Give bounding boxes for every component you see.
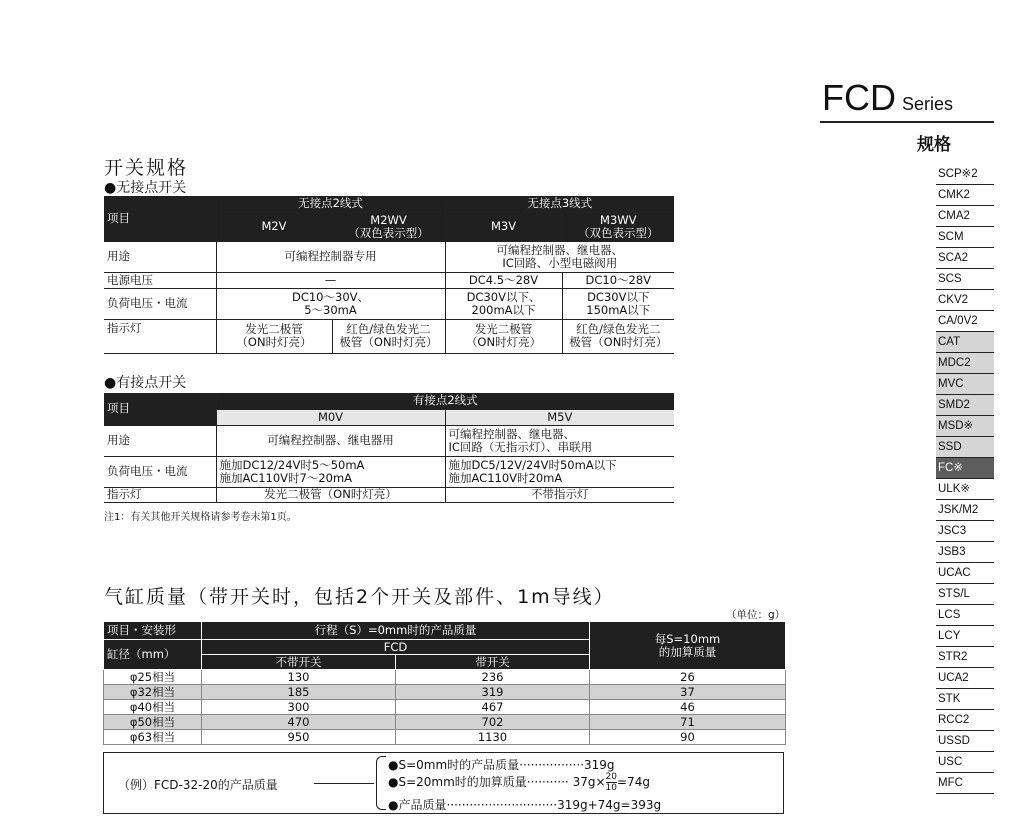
sidebar-item[interactable]: CMK2 xyxy=(936,185,994,206)
mass-title: 气缸质量（带开关时，包括2个开关及部件、1m导线） xyxy=(104,586,615,608)
contactless-switch-table xyxy=(104,196,674,354)
sidebar-item[interactable]: STR2 xyxy=(936,647,994,668)
sidebar-item-active[interactable]: FC※ xyxy=(936,458,994,479)
power-m3v: DC4.5～28V xyxy=(445,272,562,288)
header-item: 项目 xyxy=(104,393,216,425)
footnote: 注1：有关其他开关规格请参考卷末第1页。 xyxy=(104,512,297,523)
header-item-mount: 项目・安装形 xyxy=(104,622,202,640)
sidebar-item[interactable]: JSB3 xyxy=(936,542,994,563)
mass-add: 37 xyxy=(590,685,786,700)
mass-with-switch: 467 xyxy=(396,700,590,715)
header-no-switch: 不带开关 xyxy=(202,655,396,670)
row-label-load: 负荷电压・电流 xyxy=(104,288,216,319)
sidebar-item[interactable]: SCA2 xyxy=(936,248,994,269)
mass-table xyxy=(103,621,786,745)
switch-spec-title: 开关规格 xyxy=(104,157,189,179)
mass-with-switch: 702 xyxy=(396,715,590,730)
row-label-use: 用途 xyxy=(104,425,216,456)
header-group-contact: 有接点2线式 xyxy=(216,393,674,409)
sidebar-item[interactable]: CAT xyxy=(936,332,994,353)
sidebar-item[interactable]: RCC2 xyxy=(936,710,994,731)
row-label-indicator: 指示灯 xyxy=(104,487,216,502)
table-row xyxy=(104,730,786,745)
mass-no-switch: 130 xyxy=(202,670,396,685)
mass-with-switch: 236 xyxy=(396,670,590,685)
table-row xyxy=(104,700,786,715)
sidebar-nav xyxy=(936,164,994,794)
load-m0v: 施加DC12/24V时5～50mA 施加AC110V时7～20mA xyxy=(216,456,445,487)
indicator-m2wv: 红色/绿色发光二 极管（ON时灯亮） xyxy=(332,319,445,353)
mass-no-switch: 950 xyxy=(202,730,396,745)
example-brace xyxy=(376,756,386,810)
indicator-m3v: 发光二极管 （ON时灯亮） xyxy=(445,319,562,353)
header-with-switch: 带开关 xyxy=(396,655,590,670)
table-row xyxy=(104,670,786,685)
sidebar-item[interactable]: CKV2 xyxy=(936,290,994,311)
sidebar-item[interactable]: CMA2 xyxy=(936,206,994,227)
indicator-m0v: 发光二极管（ON时灯亮） xyxy=(216,487,445,502)
bore-cell: φ32相当 xyxy=(104,685,202,700)
indicator-m5v: 不带指示灯 xyxy=(445,487,674,502)
example-label: （例）FCD-32-20的产品质量 xyxy=(118,778,278,792)
mass-add: 26 xyxy=(590,670,786,685)
mass-no-switch: 470 xyxy=(202,715,396,730)
sidebar-item[interactable]: STK xyxy=(936,689,994,710)
model-m3v: M3V xyxy=(445,212,562,241)
sidebar-item[interactable]: CA/0V2 xyxy=(936,311,994,332)
series-name: FCD xyxy=(822,77,896,118)
header-fcd: FCD xyxy=(202,640,590,655)
load-m5v: 施加DC5/12V/24V时50mA以下 施加AC110V时20mA xyxy=(445,456,674,487)
mass-add: 71 xyxy=(590,715,786,730)
model-m2v: M2V xyxy=(216,212,332,241)
header-bore: 缸径（mm） xyxy=(104,640,202,670)
sidebar-item[interactable]: USSD xyxy=(936,731,994,752)
row-label-use: 用途 xyxy=(104,241,216,272)
header-divider xyxy=(820,121,994,123)
example-line-3: ●产品质量·····························319g+74g=393g xyxy=(388,798,662,812)
header-group-3wire: 无接点3线式 xyxy=(445,196,674,212)
contactless-switch-title: ●无接点开关 xyxy=(104,180,187,196)
power-m3wv: DC10～28V xyxy=(562,272,674,288)
sidebar-item[interactable]: JSC3 xyxy=(936,521,994,542)
use-m5v: 可编程控制器、继电器、 IC回路（无指示灯）、串联用 xyxy=(445,425,674,456)
sidebar-item[interactable]: SSD xyxy=(936,437,994,458)
unit-label: （单位：g） xyxy=(726,609,786,621)
mass-with-switch: 319 xyxy=(396,685,590,700)
sidebar-item[interactable]: MFC xyxy=(936,773,994,794)
use-2wire: 可编程控制器专用 xyxy=(216,241,445,272)
sidebar-item[interactable]: SCS xyxy=(936,269,994,290)
sidebar-item[interactable]: MVC xyxy=(936,374,994,395)
sidebar-item[interactable]: STS/L xyxy=(936,584,994,605)
example-leader-line xyxy=(314,783,374,784)
mass-add: 90 xyxy=(590,730,786,745)
sidebar-item[interactable]: LCY xyxy=(936,626,994,647)
sidebar-item[interactable]: MSD※ xyxy=(936,416,994,437)
table-row xyxy=(104,715,786,730)
sidebar-item[interactable]: SMD2 xyxy=(936,395,994,416)
mass-with-switch: 1130 xyxy=(396,730,590,745)
sidebar-item[interactable]: JSK/M2 xyxy=(936,500,994,521)
use-m0v: 可编程控制器、继电器用 xyxy=(216,425,445,456)
mass-no-switch: 300 xyxy=(202,700,396,715)
bore-cell: φ40相当 xyxy=(104,700,202,715)
contact-switch-table xyxy=(104,393,674,503)
sidebar-item[interactable]: USC xyxy=(936,752,994,773)
load-2wire: DC10～30V、 5～30mA xyxy=(216,288,445,319)
model-m5v: M5V xyxy=(445,409,674,425)
load-m3v: DC30V以下、 200mA以下 xyxy=(445,288,562,319)
model-m0v: M0V xyxy=(216,409,445,425)
model-m3wv: M3WV （双色表示型） xyxy=(562,212,674,241)
row-label-indicator: 指示灯 xyxy=(104,319,216,353)
indicator-m2v: 发光二极管 （ON时灯亮） xyxy=(216,319,332,353)
sidebar-item[interactable]: UCAC xyxy=(936,563,994,584)
header-stroke: 行程（S）=0mm时的产品质量 xyxy=(202,622,590,640)
bore-cell: φ50相当 xyxy=(104,715,202,730)
mass-add: 46 xyxy=(590,700,786,715)
sidebar-item[interactable]: SCP※2 xyxy=(936,164,994,185)
table-row xyxy=(104,685,786,700)
indicator-m3wv: 红色/绿色发光二 极管（ON时灯亮） xyxy=(562,319,674,353)
header-add-mass: 每S=10mm 的加算质量 xyxy=(590,622,786,670)
sidebar-item[interactable]: UCA2 xyxy=(936,668,994,689)
sidebar-item[interactable]: MDC2 xyxy=(936,353,994,374)
sidebar-item[interactable]: ULK※ xyxy=(936,479,994,500)
model-m2wv: M2WV （双色表示型） xyxy=(332,212,445,241)
sidebar-item[interactable]: LCS xyxy=(936,605,994,626)
section-heading-spec: 规格 xyxy=(917,135,951,155)
example-line-1: ●S=0mm时的产品质量·················319g xyxy=(388,758,615,772)
header-group-2wire: 无接点2线式 xyxy=(216,196,445,212)
sidebar-item[interactable]: SCM xyxy=(936,227,994,248)
row-label-power: 电源电压 xyxy=(104,272,216,288)
contact-switch-title: ●有接点开关 xyxy=(104,375,187,391)
example-fraction: $\frac{20}{10}$ xyxy=(605,772,617,793)
header-item: 项目 xyxy=(104,196,216,241)
bore-cell: φ25相当 xyxy=(104,670,202,685)
load-m3wv: DC30V以下 150mA以下 xyxy=(562,288,674,319)
bore-cell: φ63相当 xyxy=(104,730,202,745)
example-line-2: ●S=20mm时的加算质量··········· 37g× $\frac{20}{10}$ =74g xyxy=(388,772,650,793)
row-label-load: 负荷电压・电流 xyxy=(104,456,216,487)
power-2wire: — xyxy=(216,272,445,288)
use-3wire: 可编程控制器、继电器、 IC回路、小型电磁阀用 xyxy=(445,241,674,272)
mass-no-switch: 185 xyxy=(202,685,396,700)
series-label: Series xyxy=(902,94,954,114)
